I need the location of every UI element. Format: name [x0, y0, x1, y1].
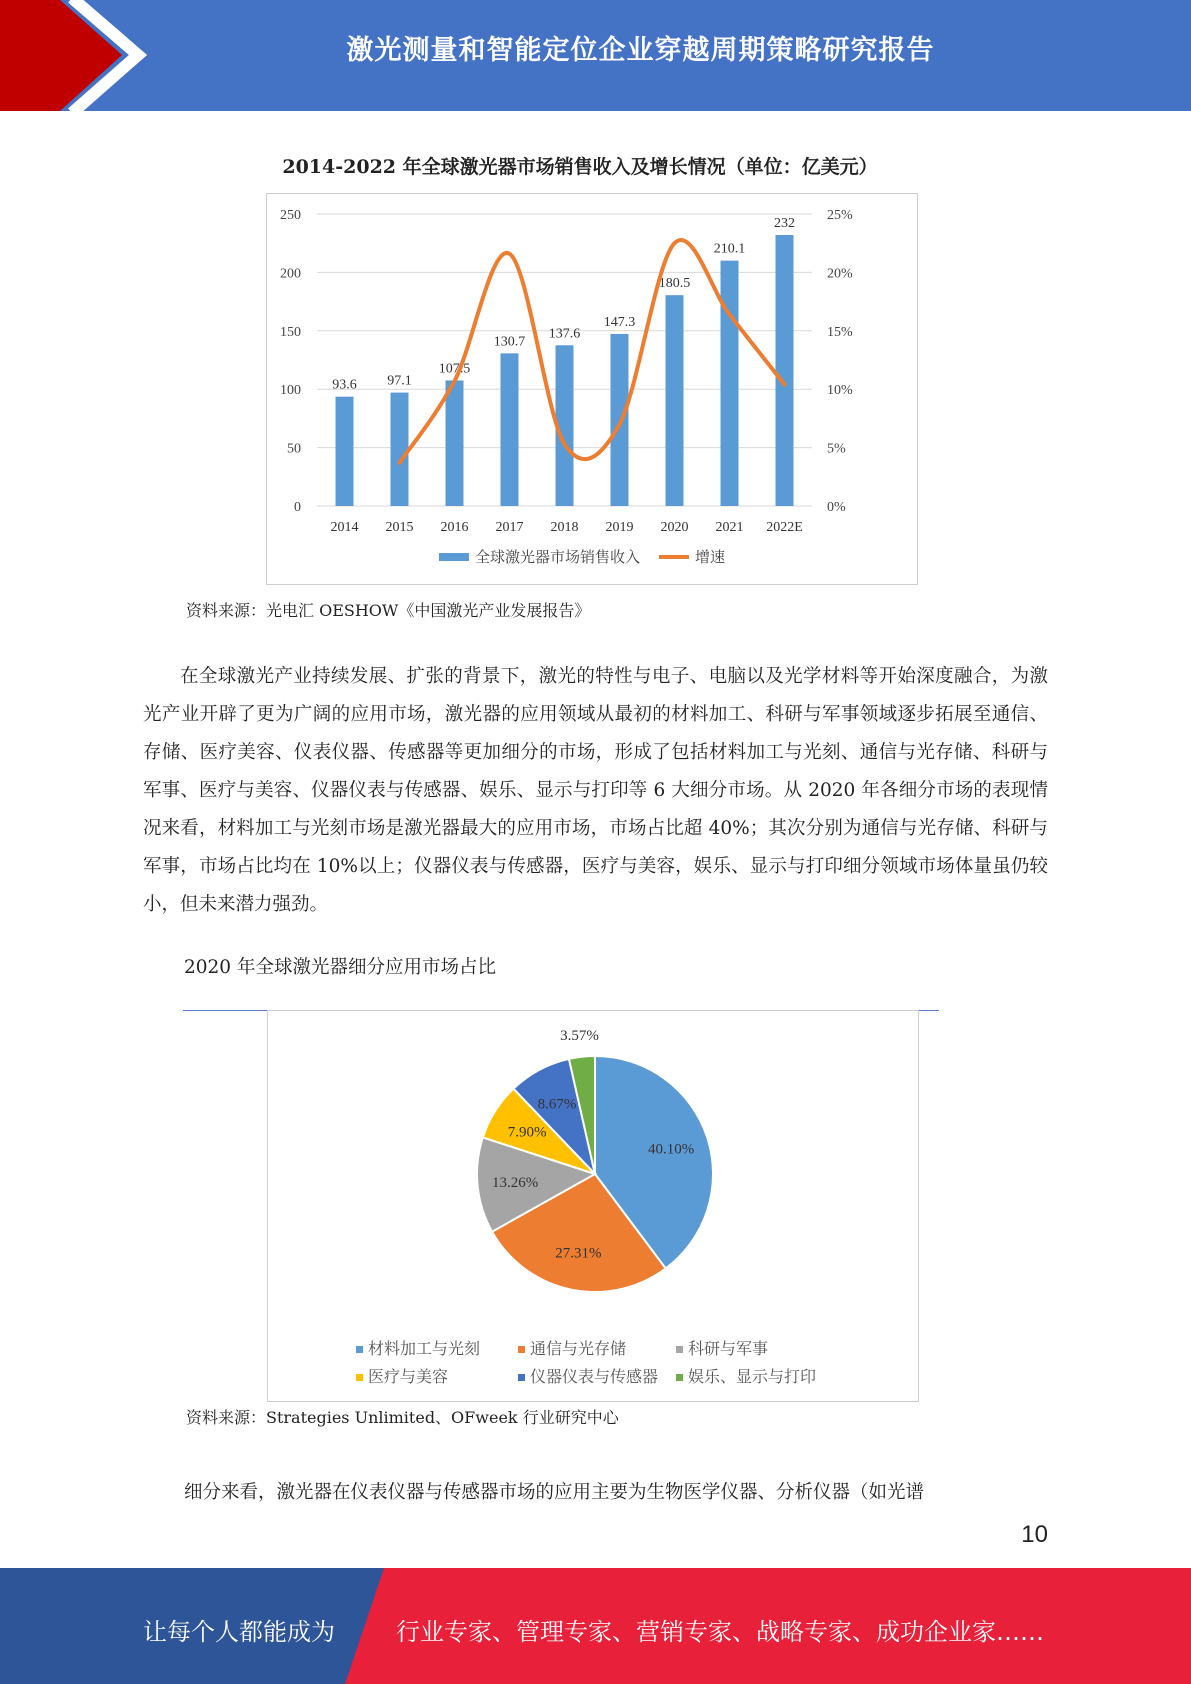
- y2-tick-label: 5%: [827, 441, 846, 457]
- pie-data-label: 27.31%: [555, 1245, 602, 1262]
- page-header: [0, 0, 1191, 111]
- pie-legend-item: [356, 1364, 448, 1387]
- pie-data-label: 40.10%: [648, 1141, 695, 1158]
- page-number: 10: [1021, 1521, 1048, 1548]
- chart1-title: 2014-2022 年全球激光器市场销售收入及增长情况（单位：亿美元）: [282, 156, 878, 178]
- x-tick-label: 2014: [330, 520, 359, 535]
- legend-label: 医疗与美容: [368, 1367, 449, 1386]
- y-tick-label: 200: [280, 266, 301, 282]
- legend-label: 娱乐、显示与打印: [688, 1367, 817, 1386]
- y-tick-label: 100: [280, 383, 301, 399]
- bar: [776, 235, 794, 506]
- header-arrow-decoration: [0, 0, 160, 111]
- pie-data-label: 13.26%: [492, 1174, 539, 1191]
- market-share-chart-frame: [267, 1010, 919, 1402]
- bar-data-label: 130.7: [493, 334, 526, 350]
- bar-data-label: 210.1: [713, 241, 746, 257]
- legend-swatch: [676, 1346, 683, 1353]
- legend-swatch: [356, 1346, 363, 1353]
- pie-legend-item: [518, 1364, 658, 1387]
- y2-tick-label: 15%: [827, 324, 853, 340]
- bar: [336, 397, 354, 506]
- bar: [391, 393, 409, 506]
- pie-legend: [356, 1336, 916, 1396]
- legend-swatch: [518, 1374, 525, 1381]
- footer-slogan-right: 行业专家、管理专家、营销专家、战略专家、成功企业家……: [396, 1618, 1044, 1646]
- bar: [666, 295, 684, 506]
- y-tick-label: 250: [280, 208, 301, 223]
- pie-legend-item: [356, 1336, 480, 1359]
- x-tick-label: 2018: [550, 520, 579, 535]
- bar-data-label: 137.6: [548, 326, 581, 342]
- pie-chart-heading: 2020 年全球激光器细分应用市场占比: [184, 957, 496, 978]
- bar: [721, 261, 739, 506]
- legend-swatch: [518, 1346, 525, 1353]
- pie-legend-item: [518, 1336, 626, 1359]
- x-tick-label: 2015: [385, 520, 414, 535]
- bar: [501, 353, 519, 506]
- market-share-pie-chart: [268, 1011, 918, 1311]
- page-footer: [0, 1568, 1191, 1684]
- bar-data-label: 147.3: [603, 314, 636, 330]
- revenue-chart-frame: [266, 193, 918, 585]
- y2-tick-label: 0%: [827, 500, 846, 515]
- bar-data-label: 107.5: [438, 361, 471, 377]
- bar-data-label: 180.5: [658, 276, 691, 292]
- x-tick-label: 2019: [605, 520, 634, 535]
- source-note-2: 资料来源：Strategies Unlimited、OFweek 行业研究中心: [186, 1408, 619, 1427]
- pie-data-label: 8.67%: [537, 1096, 577, 1113]
- legend-label: 科研与军事: [688, 1339, 769, 1358]
- legend-swatch: [676, 1374, 683, 1381]
- legend-swatch: [356, 1374, 363, 1381]
- x-tick-label: 2021: [715, 520, 744, 535]
- pie-data-label: 3.57%: [560, 1027, 599, 1044]
- legend-label: 仪器仪表与传感器: [530, 1367, 659, 1386]
- y2-tick-label: 25%: [827, 208, 853, 223]
- x-tick-label: 2017: [495, 520, 524, 535]
- y-tick-label: 50: [287, 441, 301, 457]
- legend-label: 材料加工与光刻: [368, 1339, 481, 1358]
- source-note-1: 资料来源：光电汇 OESHOW《中国激光产业发展报告》: [186, 601, 591, 620]
- x-tick-label: 2016: [440, 520, 469, 535]
- x-tick-label: 2022E: [766, 520, 803, 535]
- pie-data-label: 7.90%: [507, 1124, 547, 1141]
- body-paragraph-2: 细分来看，激光器在仪表仪器与传感器市场的应用主要为生物医学仪器、分析仪器（如光谱: [184, 1482, 925, 1503]
- y2-tick-label: 20%: [827, 266, 853, 282]
- report-title: 激光测量和智能定位企业穿越周期策略研究报告: [346, 35, 935, 66]
- legend-label: 通信与光存储: [530, 1339, 627, 1358]
- body-paragraph-1: 在全球激光产业持续发展、扩张的背景下，激光的特性与电子、电脑以及光学材料等开始深度融合，为激光产业开辟了更为广阔的应用市场，激光器的应用领域从最初的材料加工、科研与军事领域逐步拓展至通信、存储、医疗美容、仪表仪器、传感器等更加细分的市场，形成了包括材料加工与光刻、通信与光存储、科研与军事、医疗与美容、仪器仪表与传感器、娱乐、显示与打印等 6 大细分市场。从 2020 年各细分市场的表现情况来看，材料加工与光刻市场是激光器最大的应用市场，市场占比超 40%；其次分别为通信与光存储、科研与军事，市场占比均在 10%以上；仪器仪表与传感器，医疗与美容，娱乐、显示与打印细分领域市场体量虽仍较小，但未来潜力强劲。: [143, 666, 1048, 915]
- y-tick-label: 150: [280, 324, 301, 340]
- pie-legend-item: [676, 1336, 768, 1359]
- legend-bar-label: 全球激光器市场销售收入: [475, 548, 641, 566]
- footer-slogan-left: 让每个人都能成为: [143, 1618, 335, 1646]
- y2-tick-label: 10%: [827, 383, 853, 399]
- bar: [446, 380, 464, 506]
- bar-data-label: 93.6: [332, 377, 357, 393]
- pie-legend-item: [676, 1364, 816, 1387]
- y-tick-label: 0: [294, 500, 301, 515]
- bar-data-label: 232: [774, 216, 795, 232]
- legend-line-label: 增速: [695, 548, 726, 566]
- x-tick-label: 2020: [660, 520, 689, 535]
- revenue-growth-chart: [267, 194, 917, 584]
- bar-data-label: 97.1: [387, 373, 412, 389]
- legend-bar-swatch: [439, 553, 469, 561]
